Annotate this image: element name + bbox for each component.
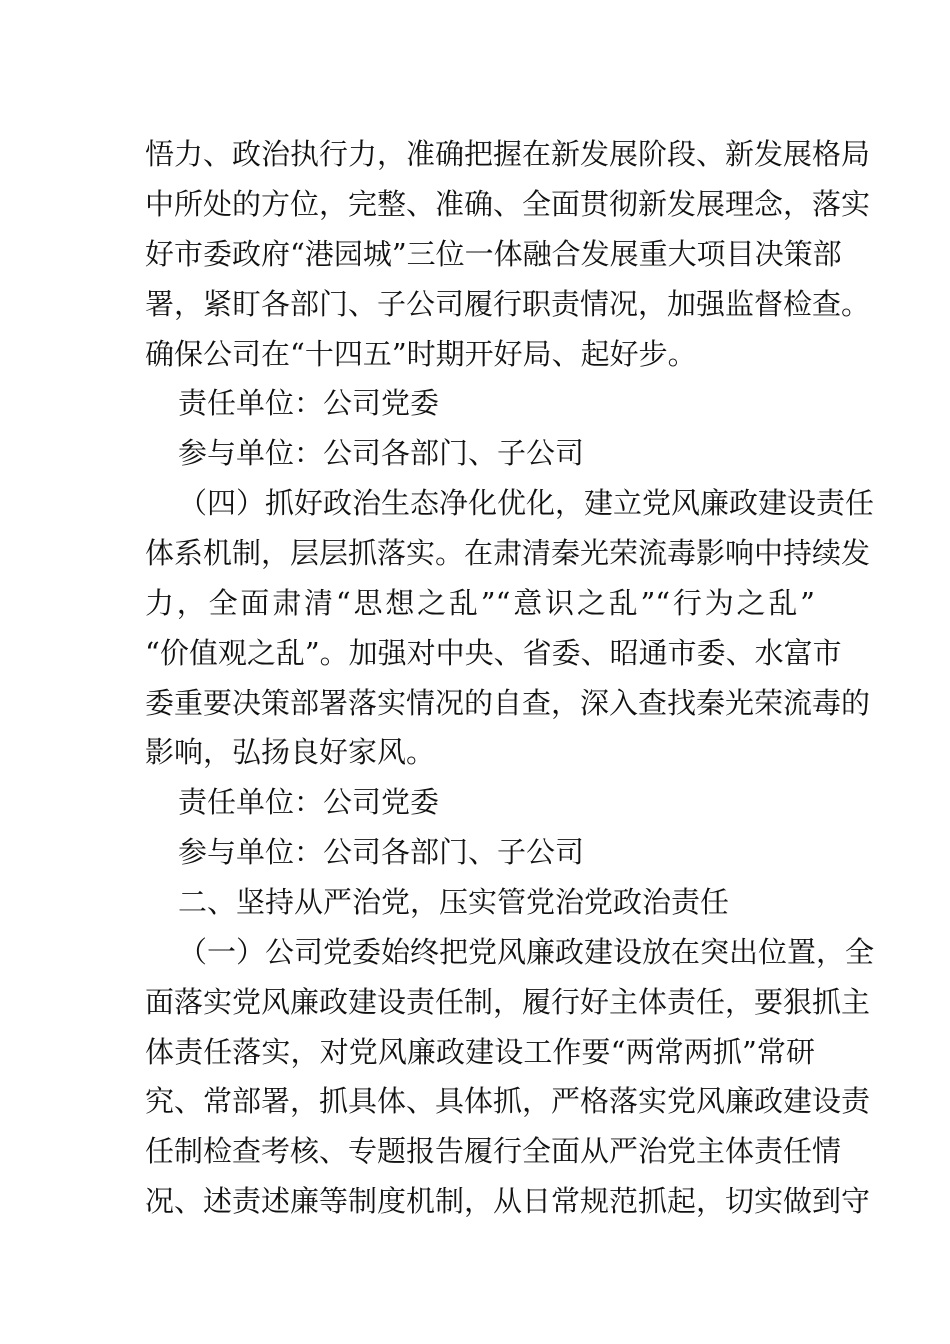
participating-unit: 参与单位：公司各部门、子公司	[178, 835, 585, 869]
text-line: 署，紧盯各部门、子公司履行职责情况，加强监督检查。	[145, 287, 871, 321]
text-line: 委重要决策部署落实情况的自查，深入查找秦光荣流毒的	[145, 686, 871, 720]
text-line: 面落实党风廉政建设责任制，履行好主体责任，要狠抓主	[145, 985, 871, 1019]
text-line: 况、述责述廉等制度机制，从日常规范抓起，切实做到守	[145, 1184, 871, 1218]
text-line: 体责任落实，对党风廉政建设工作要“两常两抓”常研	[145, 1035, 815, 1069]
responsible-unit: 责任单位：公司党委	[178, 386, 440, 420]
text-line: 体系机制，层层抓落实。在肃清秦光荣流毒影响中持续发	[145, 536, 871, 570]
section-heading-4: （四）抓好政治生态净化优化，建立党风廉政建设责任	[178, 486, 875, 520]
text-line: 确保公司在“十四五”时期开好局、起好步。	[145, 337, 697, 371]
text-line: 任制检查考核、专题报告履行全面从严治党主体责任情	[145, 1134, 842, 1168]
text-line: 究、常部署，抓具体、具体抓，严格落实党风廉政建设责	[145, 1084, 871, 1118]
text-line: “价值观之乱”。加强对中央、省委、昭通市委、水富市	[145, 636, 842, 670]
text-line: 好市委政府“港园城”三位一体融合发展重大项目决策部	[145, 237, 842, 271]
text-line: 影响，弘扬良好家风。	[145, 735, 436, 769]
responsible-unit: 责任单位：公司党委	[178, 785, 440, 819]
text-line: 中所处的方位，完整、准确、全面贯彻新发展理念，落实	[145, 187, 871, 221]
section-heading-2: 二、坚持从严治党，压实管党治党政治责任	[178, 885, 730, 919]
participating-unit: 参与单位：公司各部门、子公司	[178, 436, 585, 470]
text-line: 力，全面肃清“思想之乱”“意识之乱”“行为之乱”	[145, 586, 815, 620]
text-line: 悟力、政治执行力，准确把握在新发展阶段、新发展格局	[145, 137, 871, 171]
section-heading-1: （一）公司党委始终把党风廉政建设放在突出位置，全	[178, 935, 875, 969]
